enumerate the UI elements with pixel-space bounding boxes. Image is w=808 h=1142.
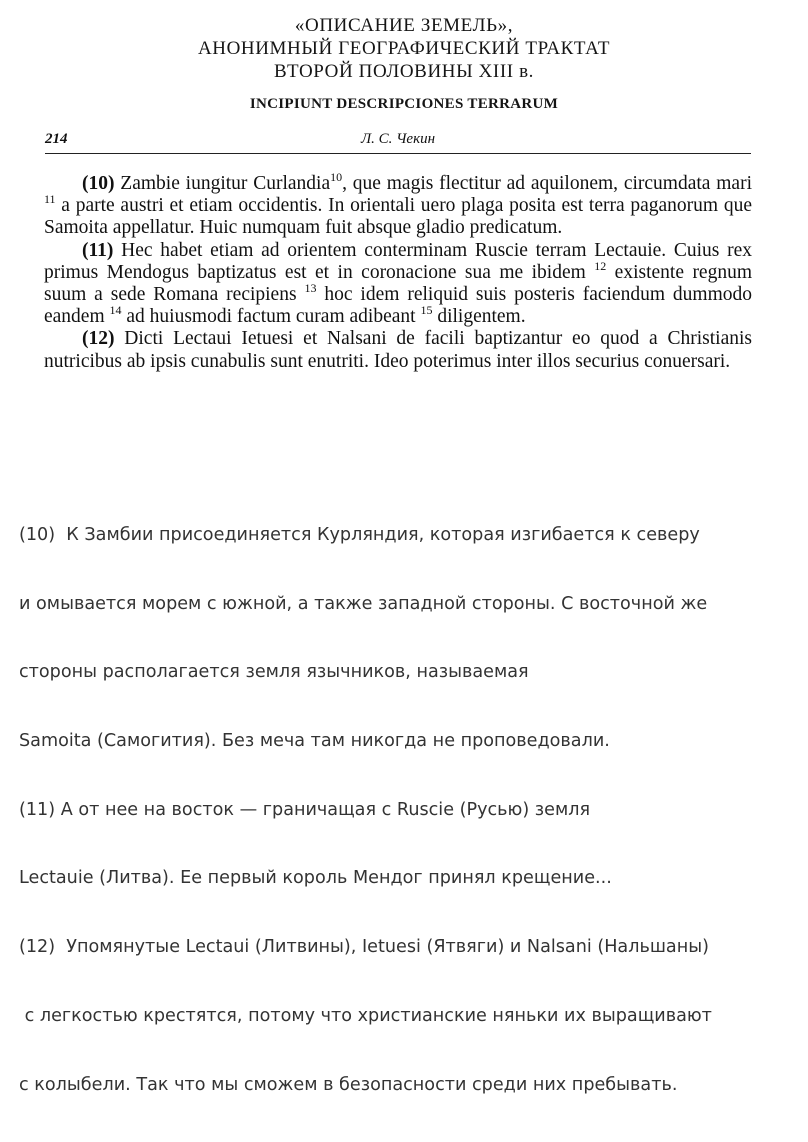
- title-line-1: «ОПИСАНИЕ ЗЕМЕЛЬ»,: [294, 15, 514, 36]
- latin-paragraph-11: [44, 240, 752, 329]
- title-line-3: ВТОРОЙ ПОЛОВИНЫ XIII в.: [273, 61, 534, 82]
- translation-line: и омывается морем с южной, а также западной стороны. С восточной же: [19, 593, 708, 614]
- latin-text-run: diligentem.: [432, 306, 526, 328]
- latin-paragraph-12: [44, 328, 752, 372]
- footnote-ref: 15: [420, 303, 433, 318]
- translation-line: с колыбели. Так что мы сможем в безопасности среди них пребывать.: [19, 1074, 678, 1095]
- latin-text-run: , que magis flectitur ad aquilonem, circumdata mari: [342, 173, 752, 194]
- paragraph-number: (10): [82, 173, 115, 194]
- paragraph-number: (11): [82, 239, 114, 261]
- latin-paragraph-10: [44, 170, 752, 240]
- translation-line: стороны располагается земля язычников, называемая: [19, 662, 529, 683]
- footnote-ref: 12: [594, 258, 607, 273]
- latin-text-run: existente regnum suum a sede Romana recipiens: [44, 261, 753, 306]
- page-number: 214: [45, 131, 68, 147]
- latin-text-run: Dicti Lectaui Ietuesi et Nalsani de facili baptizantur eo quod a Christianis nutricibus ab ipsis cunabulis sunt enutriti. Ideo poterimus inter illos securius conuersari.: [44, 328, 752, 372]
- translation-line: Samoita (Самогития). Без меча там никогда не проповедовали.: [19, 730, 610, 751]
- translation-line: Lectauie (Литва). Ее первый король Мендог принял крещение...: [19, 868, 612, 889]
- latin-text-run: Hec habet etiam ad orientem conterminam Ruscie terram Lectauie. Cuius rex primus Mendogus baptizatus est et in coronacione sua me ibidem: [44, 239, 752, 283]
- latin-subtitle: INCIPIUNT DESCRIPCIONES TERRARUM: [249, 96, 559, 112]
- latin-text-run: a parte austri et etiam occidentis. In orientali uero plaga posita est terra paganorum que Samoita appellatur. Huic numquam fuit absque gladio predicatum.: [44, 195, 752, 239]
- translation-line: (11) А от нее на восток — граничащая с Ruscie (Русью) земля: [19, 799, 591, 820]
- russian-translation: [19, 478, 808, 1142]
- running-head: [45, 131, 751, 153]
- latin-text: [44, 170, 753, 373]
- translation-line: (10) К Замбии присоединяется Курляндия, которая изгибается к северу: [19, 524, 700, 545]
- header-rule: [45, 153, 751, 154]
- author-name: Л. С. Чекин: [360, 131, 436, 147]
- latin-text-run: Zambie iungitur Curlandia: [114, 173, 331, 194]
- footnote-ref: 14: [109, 303, 122, 318]
- title-line-2: АНОНИМНЫЙ ГЕОГРАФИЧЕСКИЙ ТРАКТАТ: [197, 38, 611, 59]
- footnote-ref: 13: [304, 281, 317, 296]
- translation-line: (12) Упомянутые Lectaui (Литвины), Ietuesi (Ятвяги) и Nalsani (Нальшаны): [19, 937, 709, 958]
- footnote-ref: 11: [44, 192, 56, 207]
- latin-text-run: ad huiusmodi factum curam adibeant: [121, 306, 421, 328]
- book-title: [0, 14, 808, 83]
- paragraph-number: (12): [82, 328, 115, 350]
- footnote-ref: 10: [330, 170, 343, 184]
- latin-text-run: hoc idem reliquid suis posteris faciendum dummodo eandem: [44, 284, 752, 328]
- translation-line: с легкостью крестятся, потому что христианские няньки их выращивают: [19, 1005, 712, 1026]
